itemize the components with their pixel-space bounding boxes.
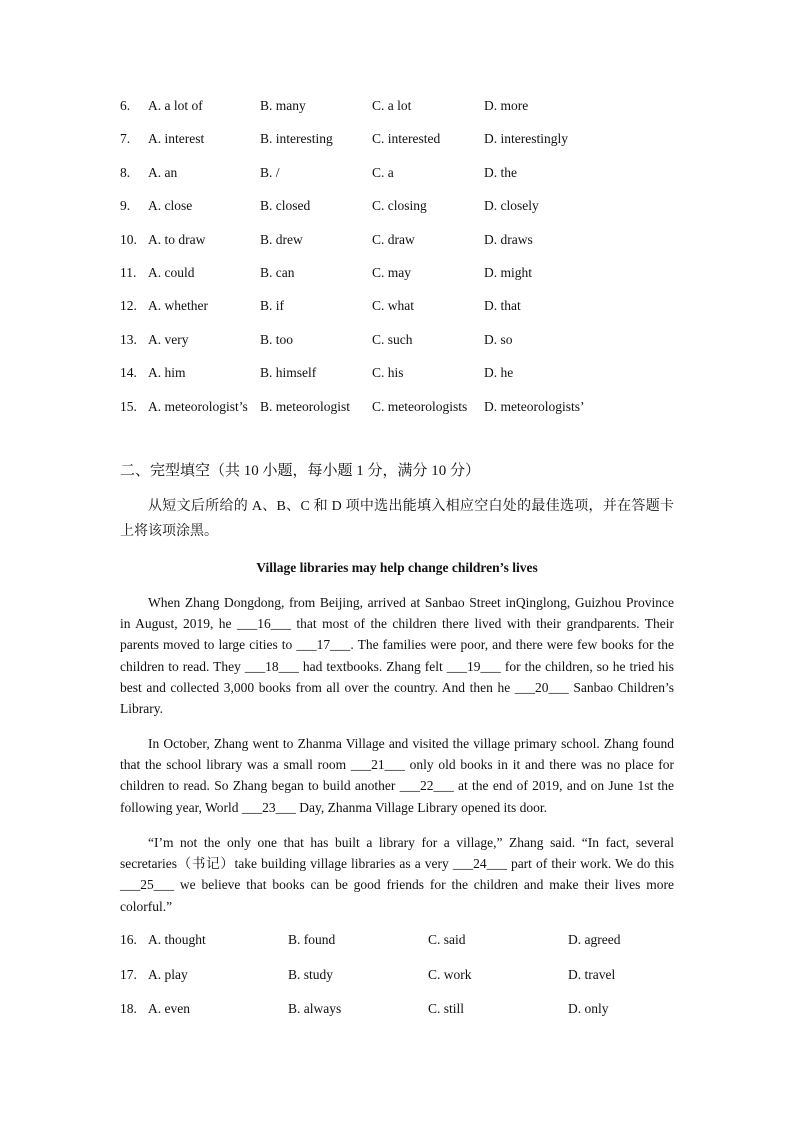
option-b: B. meteorologist (260, 398, 350, 414)
question-number: 17. (120, 966, 137, 982)
option-b: B. many (260, 98, 306, 113)
question-row (120, 163, 720, 196)
option-a: A. play (148, 966, 188, 982)
option-a: A. very (148, 331, 189, 347)
option-c: C. a lot (372, 98, 412, 113)
option-d: D. so (484, 331, 513, 347)
question-row (120, 230, 720, 263)
article-paragraph: In October, Zhang went to Zhanma Village and visited the village primary school. Zhang found that the school library was a small room ___21___ only old books in it and there was no place for children to read. So Zhang began to build another ___22___ at the end of 2019, and on June 1st the following year, World ___23___ Day, Zhanma Village Library opened its door. (120, 736, 674, 815)
option-b: B. always (288, 1001, 342, 1016)
option-d: D. that (484, 298, 521, 314)
option-d: D. interestingly (484, 131, 568, 147)
question-row (120, 397, 720, 430)
question-number: 11. (120, 264, 137, 280)
option-c: C. draw (372, 231, 415, 247)
article-title: Village libraries may help change children’s lives (256, 560, 538, 575)
section-instruction: 从短文后所给的 A、B、C 和 D 项中选出能填入相应空白处的最佳选项，并在答题卡上将该项涂黑。 (120, 499, 674, 539)
option-b: B. interesting (260, 131, 333, 147)
option-a: A. interest (148, 131, 205, 147)
option-d: D. draws (484, 231, 533, 247)
multiple-choice-options-part1 (120, 96, 720, 430)
option-c: C. still (428, 1001, 465, 1016)
option-b: B. closed (260, 198, 311, 214)
question-number: 9. (120, 198, 131, 214)
option-c: C. closing (372, 198, 427, 214)
option-c: C. meteorologists (372, 398, 468, 414)
question-row (120, 263, 720, 296)
option-d: D. only (568, 1001, 609, 1016)
question-number: 12. (120, 298, 137, 314)
question-row (120, 330, 720, 363)
option-b: B. if (260, 298, 285, 314)
article-paragraph: When Zhang Dongdong, from Beijing, arrived at Sanbao Street inQinglong, Guizhou Province in August, 2019, he ___16___ that most of the children there lived with their grandparents. Their parents moved to large cities to ___17___. The families were poor, and there were few books for the children to read. They ___18___ had textbooks. Zhang felt ___19___ for the children, so he tried his best and collected 3,000 books from all over the country. And then he ___20___ Sanbao Children’s Library. (120, 595, 674, 717)
option-d: D. travel (568, 966, 616, 982)
question-number: 8. (120, 164, 131, 180)
option-d: D. he (484, 365, 514, 381)
option-a: A. even (148, 1001, 190, 1016)
option-a: A. an (148, 164, 178, 180)
question-number: 14. (120, 365, 137, 381)
question-row (120, 363, 720, 396)
option-b: B. found (288, 932, 336, 947)
option-a: A. a lot of (148, 98, 203, 113)
option-d: D. agreed (568, 932, 621, 947)
article-paragraph: “I’m not the only one that has built a library for a village,” Zhang said. “In fact, several secretaries（书记）take building village libraries as a very ___24___ part of their work. We do this ___25___ we believe that books can be good friends for the children and make their lives more colorful.” (120, 835, 674, 914)
option-a: A. meteorologist’s (148, 398, 248, 414)
question-row (120, 965, 680, 1000)
question-row (120, 930, 680, 965)
option-c: C. his (372, 365, 404, 381)
option-a: A. thought (148, 932, 206, 947)
question-number: 7. (120, 131, 131, 147)
option-b: B. too (260, 331, 294, 347)
option-c: C. said (428, 932, 466, 947)
option-b: B. can (260, 264, 295, 280)
option-b: B. study (288, 966, 334, 982)
option-c: C. may (372, 264, 411, 280)
option-b: B. himself (260, 365, 317, 381)
option-a: A. whether (148, 298, 208, 314)
question-number: 16. (120, 932, 137, 947)
option-a: A. close (148, 198, 193, 214)
option-c: C. a (372, 164, 394, 180)
option-d: D. closely (484, 198, 539, 214)
question-number: 15. (120, 398, 137, 414)
option-d: D. more (484, 98, 529, 113)
question-number: 13. (120, 331, 137, 347)
option-d: D. might (484, 264, 533, 280)
option-c: C. interested (372, 131, 441, 147)
option-c: C. what (372, 298, 414, 314)
question-row (120, 96, 720, 129)
question-row (120, 129, 720, 162)
option-b: B. drew (260, 231, 303, 247)
option-d: D. the (484, 164, 517, 180)
question-number: 10. (120, 231, 137, 247)
question-row (120, 196, 720, 229)
option-a: A. could (148, 264, 195, 280)
question-row (120, 999, 680, 1034)
question-number: 18. (120, 1001, 137, 1016)
section-title: 二、完型填空（共 10 小题，每小题 1 分，满分 10 分） (120, 463, 481, 479)
multiple-choice-options-part2 (120, 930, 680, 1034)
option-a: A. him (148, 365, 186, 381)
option-b: B. / (260, 164, 280, 180)
question-number: 6. (120, 98, 131, 113)
option-d: D. meteorologists’ (484, 398, 585, 414)
option-a: A. to draw (148, 231, 206, 247)
option-c: C. such (372, 331, 413, 347)
option-c: C. work (428, 966, 472, 982)
question-row (120, 296, 720, 329)
